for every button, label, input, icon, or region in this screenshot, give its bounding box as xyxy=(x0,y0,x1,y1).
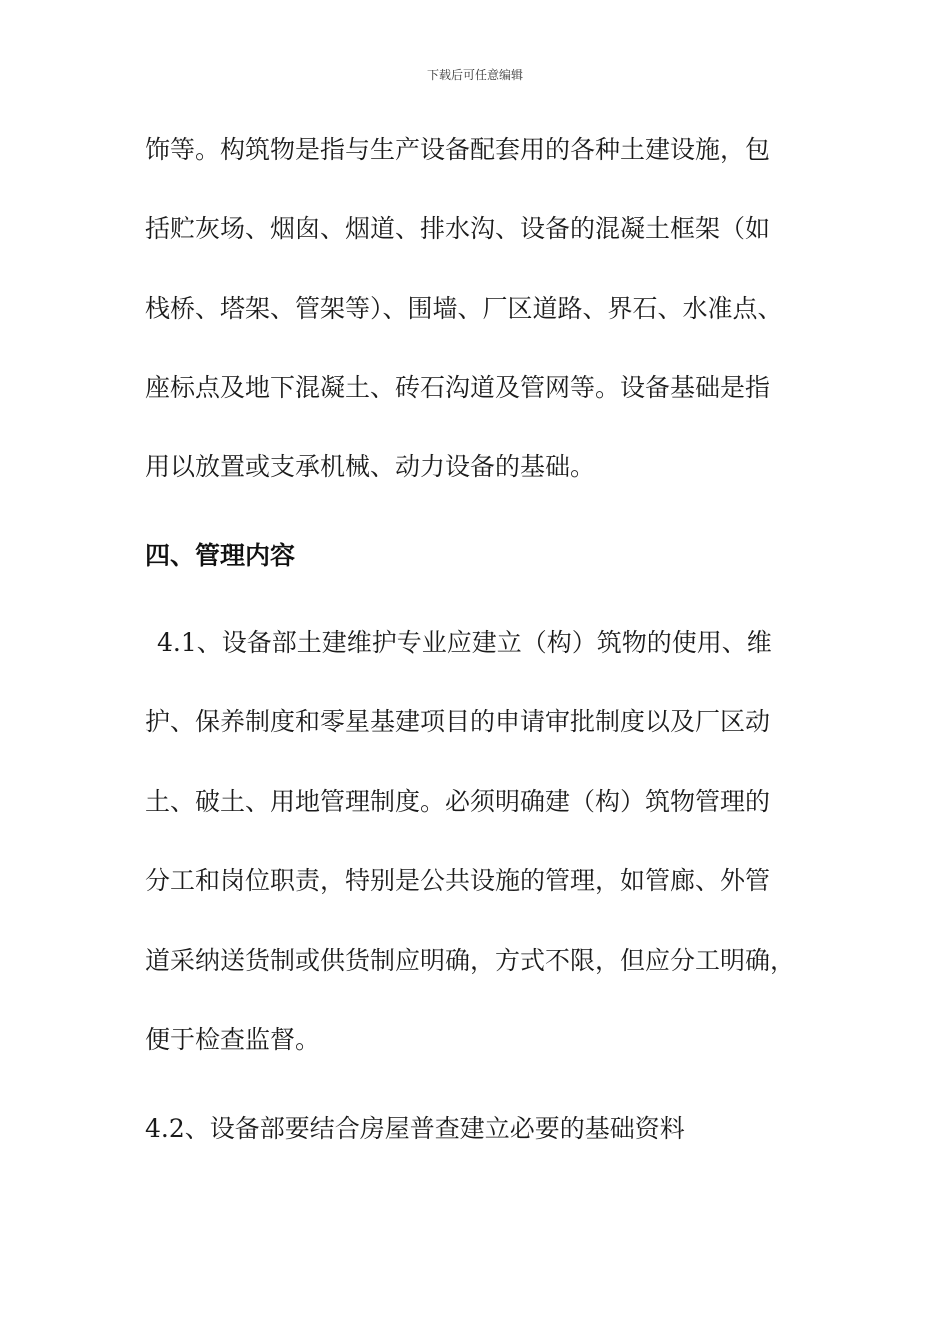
paragraph-line: 便于检查监督。 xyxy=(145,1025,321,1054)
paragraph-line: 用以放置或支承机械、动力设备的基础。 xyxy=(145,452,596,481)
paragraph-line: 土、破土、用地管理制度。必须明确建（构）筑物管理的 xyxy=(145,787,771,816)
section-heading: 四、管理内容 xyxy=(145,541,296,570)
paragraph-line: 栈桥、塔架、管架等）、围墙、厂区道路、界石、水准点、 xyxy=(145,294,783,323)
paragraph-line: 护、保养制度和零星基建项目的申请审批制度以及厂区动 xyxy=(145,707,771,736)
paragraph-line: 分工和岗位职责，特别是公共设施的管理，如管廊、外管 xyxy=(145,866,771,895)
paragraph-line: 4.2、设备部要结合房屋普查建立必要的基础资料 xyxy=(145,1114,685,1143)
paragraph-line: 饰等。构筑物是指与生产设备配套用的各种土建设施，包 xyxy=(145,135,771,164)
paragraph-line: 括贮灰场、烟囱、烟道、排水沟、设备的混凝土框架（如 xyxy=(145,214,771,243)
paragraph-line: 4.1、设备部土建维护专业应建立（构）筑物的使用、维 xyxy=(157,628,772,657)
header-note: 下载后可任意编辑 xyxy=(426,68,523,82)
paragraph-line: 道采纳送货制或供货制应明确，方式不限，但应分工明确， xyxy=(145,946,796,975)
paragraph-line: 座标点及地下混凝土、砖石沟道及管网等。设备基础是指 xyxy=(145,373,771,402)
